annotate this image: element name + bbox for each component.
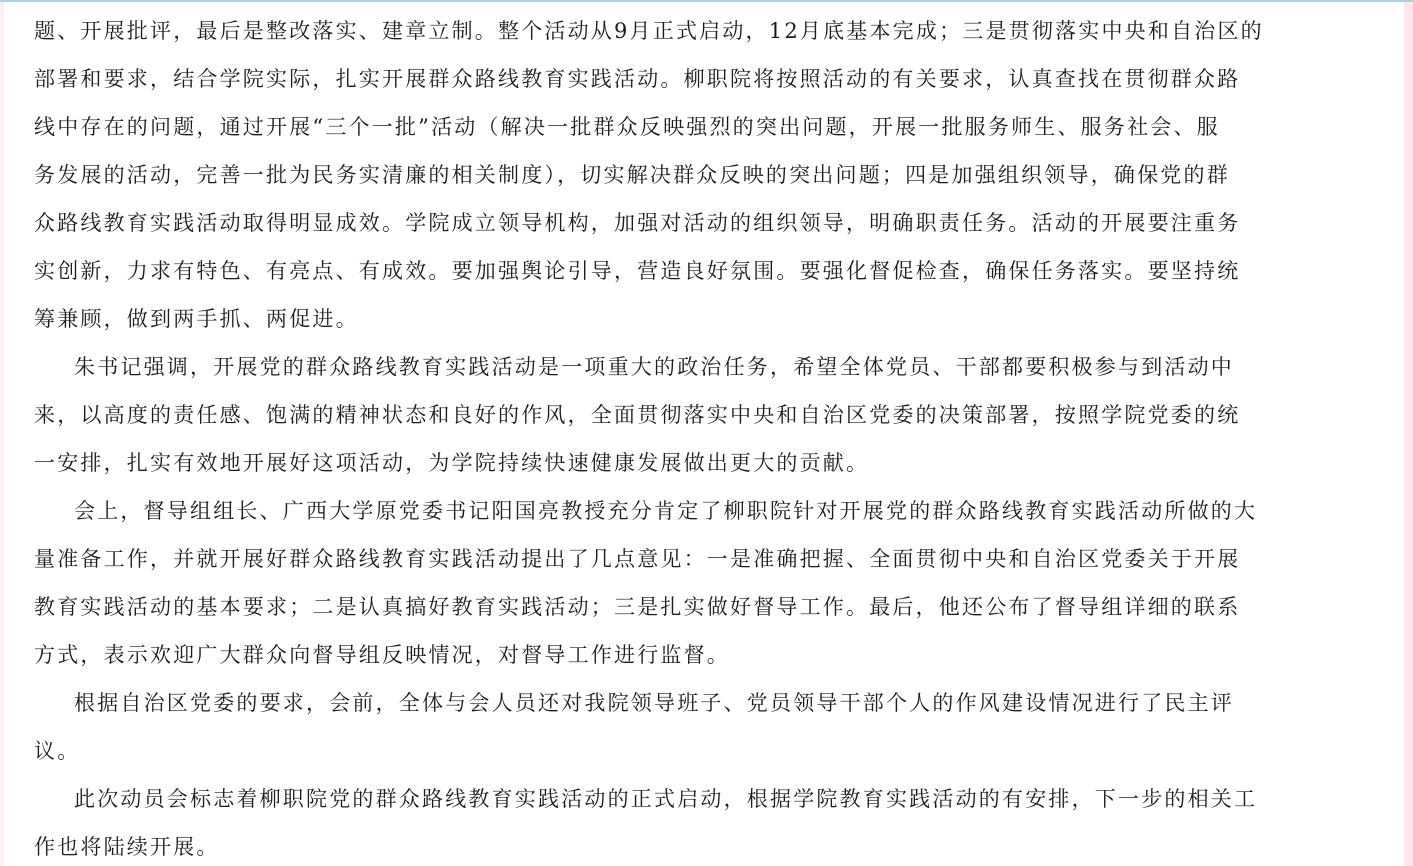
text-line: 题、开展批评，最后是整改落实、建章立制。整个活动从9月正式启动，12月底基本完成；三是贯彻落实中央和自治区的 bbox=[34, 19, 1264, 43]
paragraph-2 bbox=[34, 343, 1400, 487]
paragraph-4 bbox=[34, 679, 1400, 775]
paragraph-5 bbox=[34, 775, 1400, 866]
text-line: 议。 bbox=[34, 739, 81, 763]
text-line: 作也将陆续开展。 bbox=[34, 835, 220, 859]
text-line: 部署和要求，结合学院实际，扎实开展群众路线教育实践活动。柳职院将按照活动的有关要求，认真查找在贯彻群众路 bbox=[34, 67, 1241, 91]
right-margin-strip bbox=[1404, 2, 1413, 866]
text-line: 朱书记强调，开展党的群众路线教育实践活动是一项重大的政治任务，希望全体党员、干部都要积极参与到活动中 bbox=[74, 355, 1234, 379]
text-line: 教育实践活动的基本要求；二是认真搞好教育实践活动；三是扎实做好督导工作。最后，他还公布了督导组详细的联系 bbox=[34, 595, 1241, 619]
text-line: 务发展的活动，完善一批为民务实清廉的相关制度），切实解决群众反映的突出问题；四是加强组织领导，确保党的群 bbox=[34, 163, 1230, 187]
text-line: 实创新，力求有特色、有亮点、有成效。要加强舆论引导，营造良好氛围。要强化督促检查，确保任务落实。要坚持统 bbox=[34, 259, 1241, 283]
text-line: 根据自治区党委的要求，会前，全体与会人员还对我院领导班子、党员领导干部个人的作风建设情况进行了民主评 bbox=[74, 691, 1234, 715]
left-margin-strip bbox=[0, 2, 4, 866]
paragraph-1 bbox=[34, 7, 1400, 343]
text-line: 众路线教育实践活动取得明显成效。学院成立领导机构，加强对活动的组织领导，明确职责任务。活动的开展要注重务 bbox=[34, 211, 1241, 235]
text-line: 方式，表示欢迎广大群众向督导组反映情况，对督导工作进行监督。 bbox=[34, 643, 730, 667]
text-line: 量准备工作，并就开展好群众路线教育实践活动提出了几点意见：一是准确把握、全面贯彻中央和自治区党委关于开展 bbox=[34, 547, 1241, 571]
text-line: 此次动员会标志着柳职院党的群众路线教育实践活动的正式启动，根据学院教育实践活动的有安排，下一步的相关工 bbox=[74, 787, 1258, 811]
article-body bbox=[34, 7, 1400, 866]
text-line: 一安排，扎实有效地开展好这项活动，为学院持续快速健康发展做出更大的贡献。 bbox=[34, 451, 870, 475]
text-line: 线中存在的问题，通过开展“三个一批”活动（解决一批群众反映强烈的突出问题，开展一批服务师生、服务社会、服 bbox=[34, 115, 1220, 139]
paragraph-3 bbox=[34, 487, 1400, 679]
text-line: 来，以高度的责任感、饱满的精神状态和良好的作风，全面贯彻落实中央和自治区党委的决策部署，按照学院党委的统 bbox=[34, 403, 1241, 427]
text-line: 筹兼顾，做到两手抓、两促进。 bbox=[34, 307, 359, 331]
top-divider bbox=[0, 0, 1413, 2]
text-line: 会上，督导组组长、广西大学原党委书记阳国亮教授充分肯定了柳职院针对开展党的群众路线教育实践活动所做的大 bbox=[74, 499, 1258, 523]
